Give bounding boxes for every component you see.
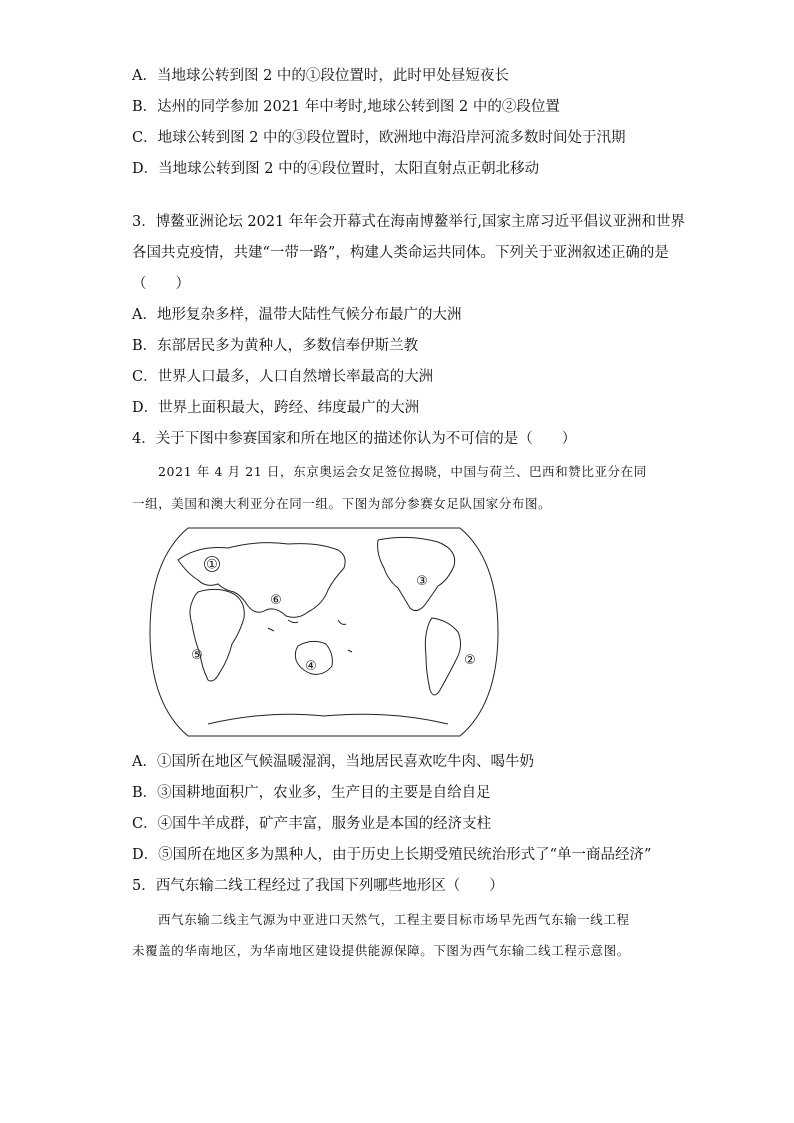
q3-stem-line-1: 3．博鳌亚洲论坛 2021 年年会开幕式在海南博鳌举行,国家主席习近平倡议亚洲和世界: [132, 214, 685, 230]
q2-option-d: D．当地球公转到图 2 中的④段位置时，太阳直射点正朝北移动: [132, 161, 540, 177]
q5-stem: 5．西气东输二线工程经过了我国下列哪些地形区（ ）: [132, 878, 504, 894]
q3-option-d: D．世界上面积最大，跨经、纬度最广的大洲: [132, 400, 420, 416]
q3-option-a: A．地形复杂多样，温带大陆性气候分布最广的大洲: [132, 307, 462, 323]
q5-material-line-1: 西气东输二线主气源为中亚进口天然气，工程主要目标市场早先西气东输一线工程: [158, 912, 630, 927]
q4-option-c: C．④国牛羊成群，矿产丰富，服务业是本国的经济支柱: [132, 816, 492, 832]
q3-option-c: C．世界人口最多，人口自然增长率最高的大洲: [132, 369, 434, 385]
q4-option-a: A．①国所在地区气候温暖湿润，当地居民喜欢吃牛肉、喝牛奶: [132, 754, 534, 770]
q4-stem: 4．关于下图中参赛国家和所在地区的描述你认为不可信的是（ ）: [132, 431, 577, 447]
continent-south-america: [425, 618, 460, 695]
continent-antarctica: [208, 714, 448, 724]
q4-material-line-1: 2021 年 4 月 21 日，东京奥运会女足签位揭晓，中国与荷兰、巴西和赞比亚分在同: [158, 464, 647, 479]
q4-option-d: D．⑤国所在地区多为黑种人，由于历史上长期受殖民统治形式了“单一商品经济”: [132, 847, 652, 863]
q4-material-line-2: 一组，美国和澳大利亚分在同一组。下图为部分参赛女足队国家分布图。: [132, 496, 552, 511]
q2-option-b: B．达州的同学参加 2021 年中考时,地球公转到图 2 中的②段位置: [132, 99, 560, 115]
continent-eurasia: [178, 543, 345, 618]
marker-4: ④: [305, 659, 317, 674]
q2-option-a: A．当地球公转到图 2 中的①段位置时，此时甲处昼短夜长: [132, 68, 509, 84]
marker-6: ⑥: [270, 593, 282, 608]
q3-option-b: B．东部居民多为黄种人，多数信奉伊斯兰教: [132, 338, 419, 354]
q2-option-c: C．地球公转到图 2 中的③段位置时，欧洲地中海沿岸河流多数时间处于汛期: [132, 130, 626, 146]
map-outline: [150, 528, 498, 736]
marker-3: ③: [416, 574, 428, 589]
q3-stem-line-2: 各国共克疫情，共建“一带一路”，构建人类命运共同体。下列关于亚洲叙述正确的是: [132, 245, 669, 261]
q5-material-line-2: 未覆盖的华南地区，为华南地区建设提供能源保障。下图为西气东输二线工程示意图。: [132, 943, 630, 958]
marker-1: ①: [206, 557, 218, 573]
q3-stem-line-3: （ ）: [132, 276, 190, 292]
q4-option-b: B．③国耕地面积广，农业多，生产目的主要是自给自足: [132, 785, 491, 801]
marker-2: ②: [464, 653, 476, 668]
continent-africa: [190, 589, 244, 681]
marker-5: ⑤: [191, 648, 203, 663]
world-map: [148, 520, 500, 744]
